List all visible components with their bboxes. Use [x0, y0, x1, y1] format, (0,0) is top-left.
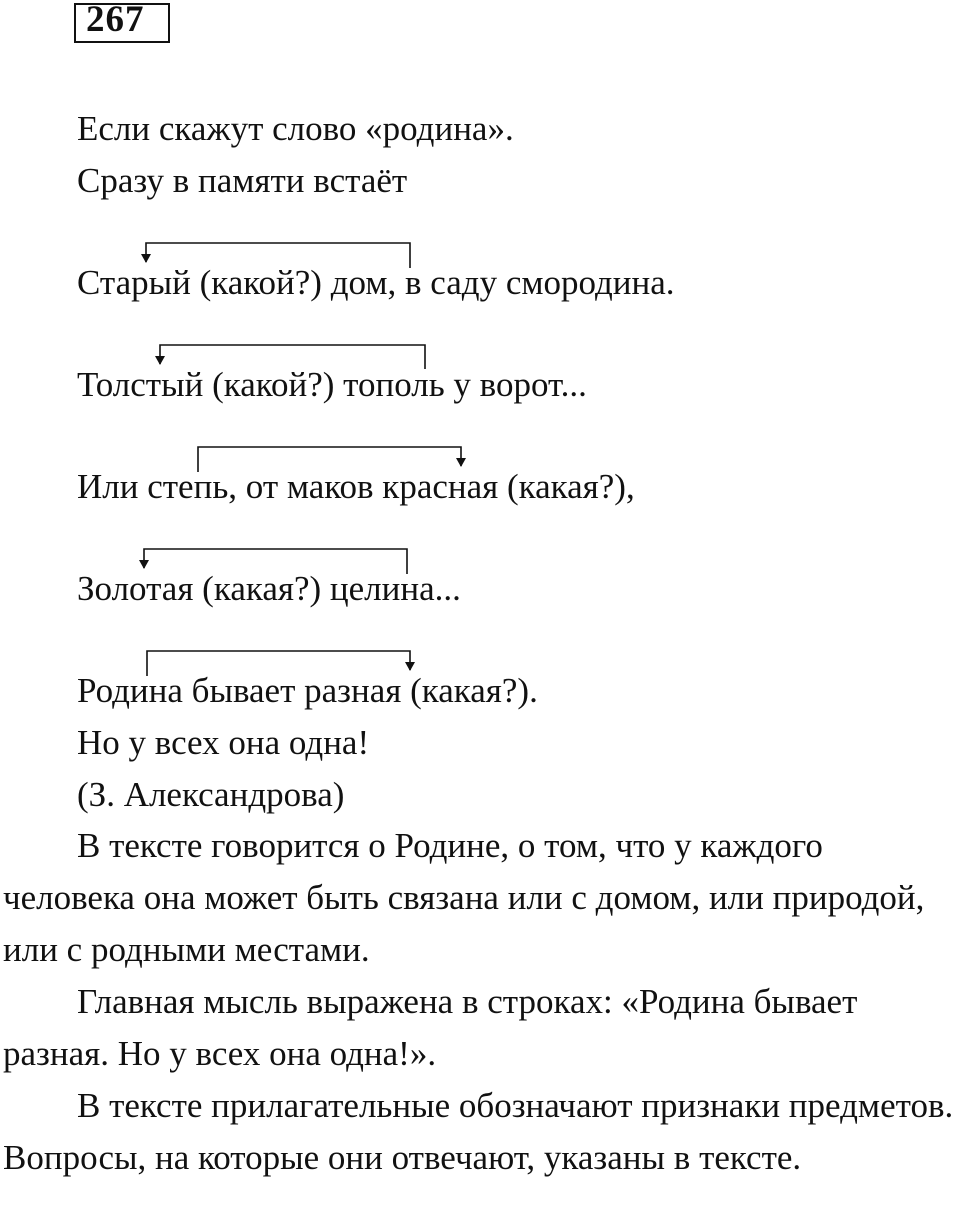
- arrow-step-krasnaya: [198, 447, 461, 472]
- analysis-paragraph-2: Главная мысль выражена в строках: «Родина бывает разная. Но у всех она одна!».: [3, 982, 858, 1073]
- arrow-zolotaya-celina: [144, 549, 407, 574]
- poem-line-6: Золотая (какая?) целина...: [77, 569, 461, 608]
- arrow-tolstyj-topol: [160, 345, 425, 369]
- poem-line-1: Если скажут слово «родина».: [77, 109, 514, 148]
- analysis-paragraph-1: В тексте говорится о Родине, о том, что у каждого человека она может быть связана или с домом, или природой, или с родными местами.: [3, 826, 925, 969]
- poem-line-3: Старый (какой?) дом, в саду смородина.: [77, 263, 675, 302]
- poem-author: (З. Александрова): [77, 775, 345, 814]
- analysis-paragraph-3: В тексте прилагательные обозначают признаки предметов. Вопросы, на которые они отвечают, указаны в тексте.: [3, 1086, 954, 1177]
- poem-line-7: Родина бывает разная (какая?).: [77, 671, 538, 710]
- poem-line-5: Или степь, от маков красная (какая?),: [77, 467, 635, 506]
- poem-line-2: Сразу в памяти встаёт: [77, 161, 408, 200]
- exercise-number: 267: [86, 0, 145, 40]
- poem-line-8: Но у всех она одна!: [77, 723, 370, 762]
- arrow-rodina-raznaya: [147, 651, 410, 676]
- poem-line-4: Толстый (какой?) тополь у ворот...: [77, 365, 587, 404]
- arrow-staryj-dom: [146, 243, 410, 268]
